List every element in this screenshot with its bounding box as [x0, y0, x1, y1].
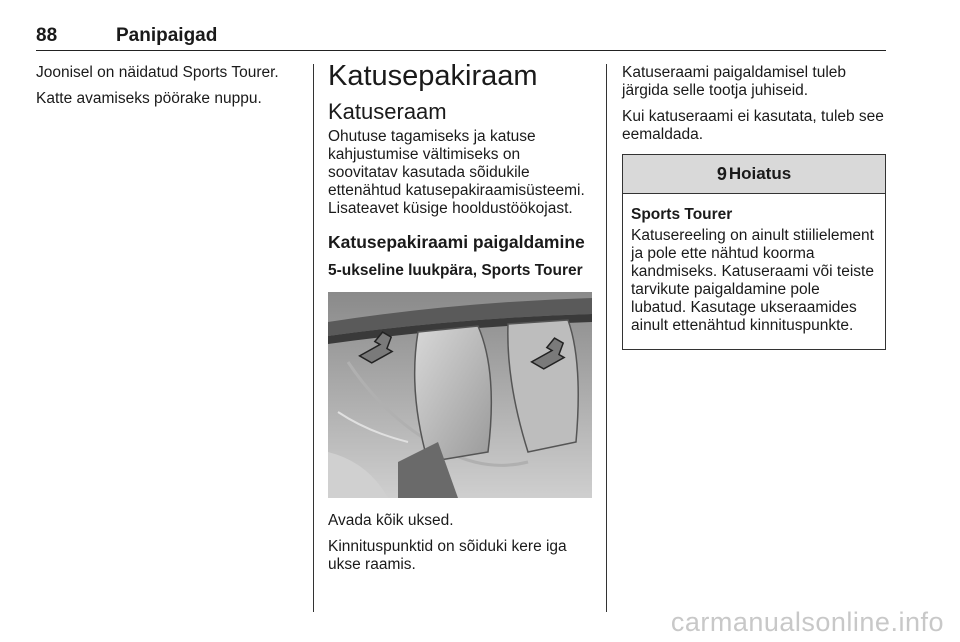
paragraph: Avada kõik uksed.	[328, 512, 454, 529]
warning-subtitle: Sports Tourer	[631, 206, 733, 223]
paragraph: Katuseraami paigaldamisel tuleb järgida selle tootja juhiseid.	[622, 64, 847, 99]
page-header	[36, 22, 886, 51]
section-title: Panipaigad	[116, 25, 218, 46]
warning-triangle-icon: 9	[716, 163, 727, 184]
paragraph: Joonisel on näidatud Sports Tourer.	[36, 64, 279, 81]
heading-roof-frame: Katuseraam	[328, 99, 447, 124]
warning-box	[622, 154, 886, 350]
warning-title: Hoiatus	[728, 164, 792, 183]
paragraph-intro: Ohutuse tagamiseks ja katuse kahjustumise vältimiseks on soovitatav kasutada sõidukile ettenähtud katusepakiraamisüsteemi. Lisateavet küsige hooldustöökojast.	[328, 128, 585, 217]
warning-header	[623, 155, 885, 194]
column-middle	[328, 60, 592, 582]
column-divider	[606, 64, 607, 612]
paragraph: Kui katuseraami ei kasutata, tuleb see eemaldada.	[622, 108, 884, 143]
warning-body	[623, 194, 885, 349]
paragraph: Katte avamiseks pöörake nuppu.	[36, 90, 262, 107]
heading-model: 5-ukseline luukpära, Sports Tourer	[328, 262, 583, 279]
heading-roof-rack: Katusepakiraam	[328, 60, 538, 92]
column-divider	[313, 64, 314, 612]
warning-text: Katusereeling on ainult stiilielement ja pole ette nähtud koorma kandmiseks. Katuseraami või teiste tarvikute paigaldamine pole lubatud. Kasutage ukseraamides ainult ettenähtud kinnituspunkte.	[631, 227, 874, 334]
roof-mount-illustration	[328, 292, 592, 498]
column-right	[622, 64, 886, 350]
page-number: 88	[36, 25, 58, 46]
heading-installation: Katusepakiraami paigaldamine	[328, 232, 585, 252]
paragraph: Kinnituspunktid on sõiduki kere iga ukse raamis.	[328, 538, 567, 573]
column-left	[36, 64, 296, 116]
watermark: carmanualsonline.info	[670, 607, 944, 637]
